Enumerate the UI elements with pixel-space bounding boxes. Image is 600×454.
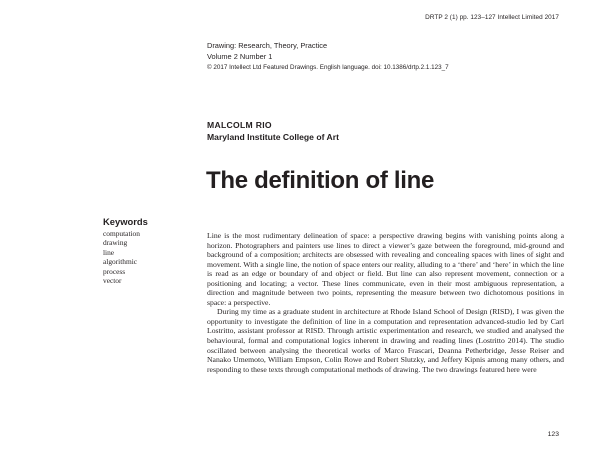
keywords-list [103, 229, 148, 285]
author-affiliation: Maryland Institute College of Art [207, 131, 339, 142]
keyword-item: drawing [103, 238, 128, 248]
author-name: MALCOLM RIO [207, 120, 272, 130]
journal-info [207, 40, 449, 74]
keywords-heading: Keywords [103, 216, 148, 227]
body-paragraph: During my time as a graduate student in architecture at Rhode Island School of Design (RISD), I was given the opportunity to investigate the definition of line in a computation and representation advanced-studio led by Carl Lostritto, assistant professor at RISD. Through artistic experimentation and research, we studied and analysed the behavioural, formal and computational logics inherent in drawing and reading lines (Lostritto 2014). The studio oscillated between analysing the theoretical works of Marco Frascari, Deanna Petherbridge, Jesse Reiser and Nanako Umemoto, William Empson, Colin Rowe and Robert Slutzky, and Jeffery Kipnis among many others, and responding to these texts through computational methods of drawing. The two drawings featured here were [207, 307, 564, 374]
article-title: The definition of line [206, 167, 435, 194]
page-number: 123 [547, 431, 559, 438]
author-block [207, 120, 339, 143]
body-text [207, 231, 564, 374]
keyword-item: computation [103, 229, 140, 238]
keyword-item: line [103, 247, 115, 257]
keyword-item: process [103, 266, 126, 276]
running-head: DRTP 2 (1) pp. 123–127 Intellect Limited 2017 [425, 14, 559, 21]
journal-volume: Volume 2 Number 1 [207, 52, 273, 62]
keyword-item: vector [103, 276, 122, 286]
keyword-item: algorithmic [103, 257, 138, 267]
keywords-block [103, 215, 148, 285]
body-paragraph: Line is the most rudimentary delineation of space: a perspective drawing begins with vanishing points along a horizon. Photographers and painters use lines to direct a viewer’s gaze between the foreground, mid-ground and background of a composition; architects are obsessed with revealing and concealing spaces with lines of sight and movement. With a single line, the notion of space enters our reality, alluding to a ‘there’ and ‘here’ in which the line is read as an edge or boundary of and object or field. But line can also represent movement, connection or a positioning and locating; a vector. These lines communicate, even in their most ambiguous representation, a direction and magnitude between two points, representing the measure between two dichotomous positions in space: a perspective. [207, 231, 564, 307]
journal-title: Drawing: Research, Theory, Practice [207, 41, 328, 50]
journal-copyright: © 2017 Intellect Ltd Featured Drawings. English language. doi: 10.1386/drtp.2.1.123_7 [207, 64, 449, 72]
